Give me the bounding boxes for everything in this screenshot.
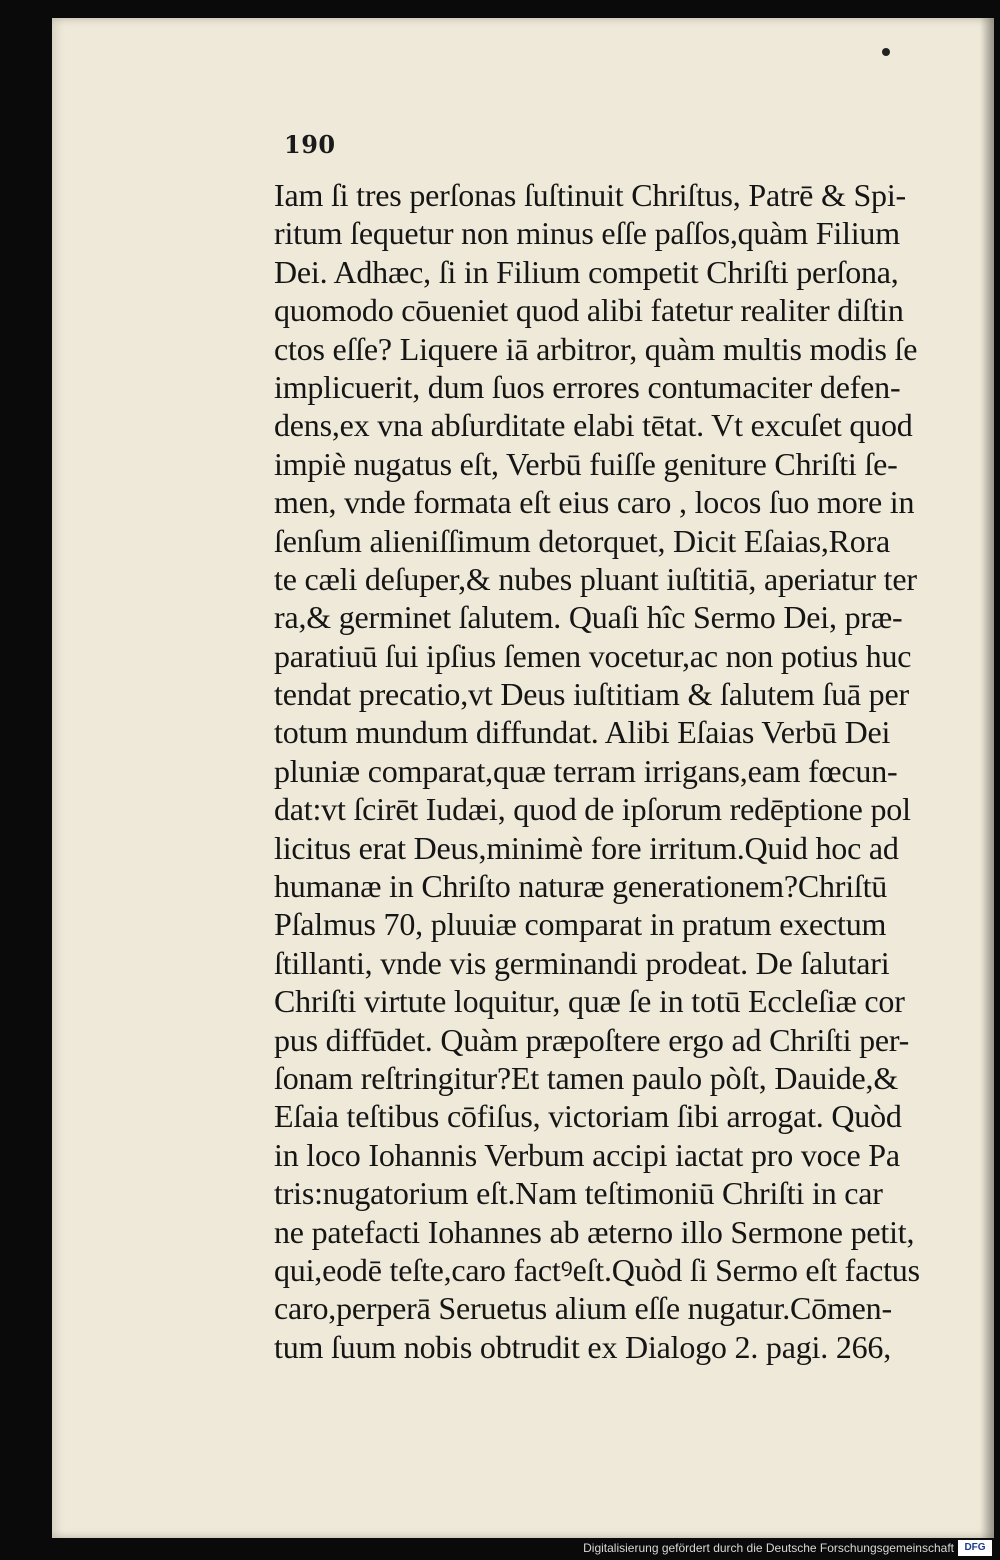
text-line: humanæ in Chriſto naturæ generationem?Chriſtū bbox=[274, 868, 888, 905]
text-line: totum mundum diffundat. Alibi Eſaias Verbū Dei bbox=[274, 714, 891, 751]
dfg-logo: DFG bbox=[958, 1540, 992, 1556]
text-line: Chriſti virtute loquitur, quæ ſe in totū Eccleſiæ cor bbox=[274, 983, 905, 1020]
text-line: ſenſum alieniſſimum detorquet, Dicit Eſaias,Rora bbox=[274, 522, 891, 559]
text-line: licitus erat Deus,minimè fore irritum.Quid hoc ad bbox=[274, 829, 899, 866]
text-line: te cæli deſuper,& nubes pluant iuſtitiā, aperiatur ter bbox=[274, 560, 917, 597]
text-line: pluniæ comparat,quæ terram irrigans,eam fœcun- bbox=[274, 752, 898, 789]
book-page bbox=[52, 18, 994, 1538]
text-line: Pſalmus 70, pluuiæ comparat in pratum exectum bbox=[274, 906, 887, 943]
page-number: 190 bbox=[284, 130, 336, 159]
text-line: ne patefacti Iohannes ab æterno illo Sermone petit, bbox=[274, 1213, 915, 1250]
text-line: tum ſuum nobis obtrudit ex Dialogo 2. pagi. 266, bbox=[274, 1328, 892, 1365]
text-line: dat:vt ſcirēt Iudæi, quod de ipſorum redēptione pol bbox=[274, 791, 911, 828]
text-line: impiè nugatus eſt, Verbū fuiſſe geniture Chriſti ſe- bbox=[274, 445, 898, 482]
text-line: caro,perperā Seruetus alium eſſe nugatur.Cōmen- bbox=[274, 1290, 892, 1327]
text-line: pus diffūdet. Quàm præpoſtere ergo ad Chriſti per- bbox=[274, 1021, 910, 1058]
text-block bbox=[274, 176, 1000, 1366]
digitization-credit: Digitalisierung gefördert durch die Deutsche Forschungsgemeinschaft bbox=[583, 1541, 954, 1555]
text-line: dens,ex vna abſurditate elabi tētat. Vt excuſet quod bbox=[274, 407, 913, 444]
text-line: ſonam reſtringitur?Et tamen paulo pòſt, Dauide,& bbox=[274, 1059, 899, 1096]
ink-blot bbox=[882, 48, 890, 56]
text-line: in loco Iohannis Verbum accipi iactat pro voce Pa bbox=[274, 1136, 900, 1173]
text-line: ſtillanti, vnde vis germinandi prodeat. De ſalutari bbox=[274, 944, 890, 981]
text-line: implicuerit, dum ſuos errores contumaciter defen- bbox=[274, 368, 901, 405]
text-line: ritum ſequetur non minus eſſe paſſos,quàm Filium bbox=[274, 215, 900, 252]
text-line: quomodo cōueniet quod alibi fatetur realiter diſtin bbox=[274, 292, 904, 329]
text-line: tendat precatio,vt Deus iuſtitiam & ſalutem ſuā per bbox=[274, 676, 909, 713]
text-line: Iam ſi tres perſonas ſuſtinuit Chriſtus, Patrē & Spi- bbox=[274, 177, 906, 213]
text-line: tris:nugatorium eſt.Nam teſtimoniū Chriſti in car bbox=[274, 1175, 883, 1212]
text-line: men, vnde formata eſt eius caro , locos ſuo more in bbox=[274, 484, 915, 521]
text-line: qui,eodē teſte,caro factꝰeſt.Quòd ſi Sermo eſt factus bbox=[274, 1251, 920, 1288]
text-line: Eſaia teſtibus cōfiſus, victoriam ſibi arrogat. Quòd bbox=[274, 1098, 902, 1135]
text-line: ra,& germinet ſalutem. Quaſi hîc Sermo Dei, præ- bbox=[274, 599, 903, 636]
text-line: ctos eſſe? Liquere iā arbitror, quàm multis modis ſe bbox=[274, 330, 918, 367]
text-line: paratiuū ſui ipſius ſemen vocetur,ac non potius huc bbox=[274, 637, 912, 674]
text-line: Dei. Adhæc, ſi in Filium competit Chriſti perſona, bbox=[274, 253, 899, 290]
